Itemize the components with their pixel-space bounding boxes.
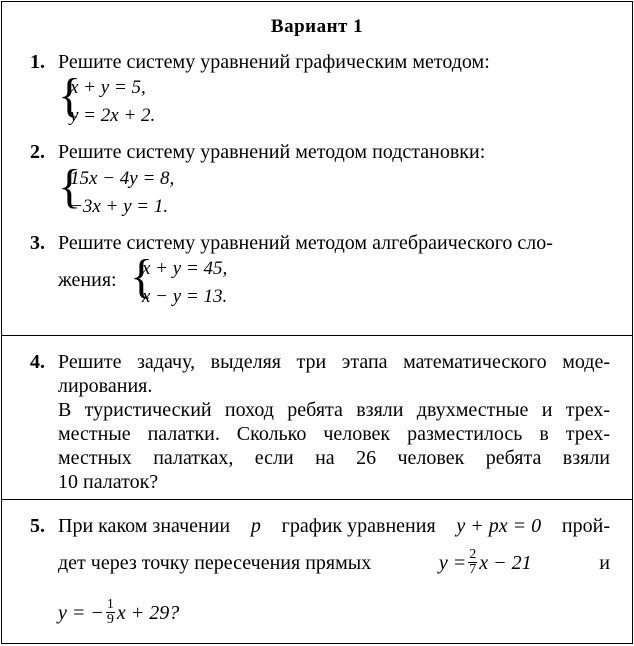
task-line: В туристический поход ребята взяли двухместные и трех- bbox=[58, 399, 610, 421]
task-number: 5. bbox=[30, 515, 45, 537]
task-text-continued: жения: bbox=[58, 269, 117, 291]
fraction-numerator: 2 bbox=[469, 547, 477, 562]
task-text: прой- bbox=[561, 515, 610, 537]
curly-brace: { bbox=[130, 250, 154, 303]
task-number: 1. bbox=[30, 51, 45, 73]
task-number: 3. bbox=[30, 232, 45, 254]
equation-lhs: y = − bbox=[58, 601, 104, 624]
equation: x − y = 13. bbox=[142, 286, 228, 307]
section-divider bbox=[2, 335, 632, 336]
variant-title: Вариант 1 bbox=[270, 16, 364, 37]
task-line bbox=[58, 514, 610, 538]
task-line: местных палатках, если на 26 человек ребята взяли bbox=[58, 447, 610, 469]
equation-lhs: y = bbox=[438, 551, 467, 574]
task-line bbox=[58, 548, 610, 577]
fraction-numerator: 1 bbox=[106, 597, 114, 612]
fraction-denominator: 7 bbox=[469, 562, 477, 577]
fraction-denominator: 9 bbox=[106, 612, 114, 627]
conjunction: и bbox=[599, 551, 610, 574]
task-text: график уравнения bbox=[281, 515, 436, 537]
fraction bbox=[468, 548, 477, 577]
task-number: 4. bbox=[30, 351, 45, 373]
curly-brace: { bbox=[58, 160, 82, 213]
equation: 15x − 4y = 8, bbox=[70, 168, 175, 189]
equation: y + px = 0 bbox=[456, 515, 542, 537]
task-line: 10 палаток? bbox=[58, 471, 159, 493]
equation: x + y = 45, bbox=[142, 258, 228, 279]
equation: x + y = 5, bbox=[70, 77, 146, 98]
fraction bbox=[106, 598, 115, 627]
task-line: лирования. bbox=[58, 375, 153, 397]
equation-rhs: x + 29? bbox=[116, 601, 180, 624]
task-text: Решите систему уравнений методом алгебраического сло- bbox=[58, 232, 553, 254]
task-text: дет через точку пересечения прямых bbox=[58, 551, 372, 574]
section-divider bbox=[2, 499, 632, 500]
task-number: 2. bbox=[30, 141, 45, 163]
line-equation-1 bbox=[439, 548, 532, 577]
worksheet-page bbox=[1, 1, 633, 644]
task-text: Решите систему уравнений графическим методом: bbox=[58, 51, 490, 73]
variable-p: p bbox=[250, 515, 261, 537]
equation: y = 2x + 2. bbox=[70, 105, 156, 126]
task-line: Решите задачу, выделяя три этапа математического моде- bbox=[58, 351, 610, 373]
equation-rhs: x − 21 bbox=[479, 551, 532, 574]
task-line: местные палатки. Сколько человек разместилось в трех- bbox=[58, 423, 610, 445]
curly-brace: { bbox=[58, 69, 82, 122]
task-text: При каком значении bbox=[58, 515, 231, 537]
task-line bbox=[58, 598, 179, 627]
task-text: Решите систему уравнений методом подстановки: bbox=[58, 141, 486, 163]
equation: −3x + y = 1. bbox=[70, 196, 169, 217]
